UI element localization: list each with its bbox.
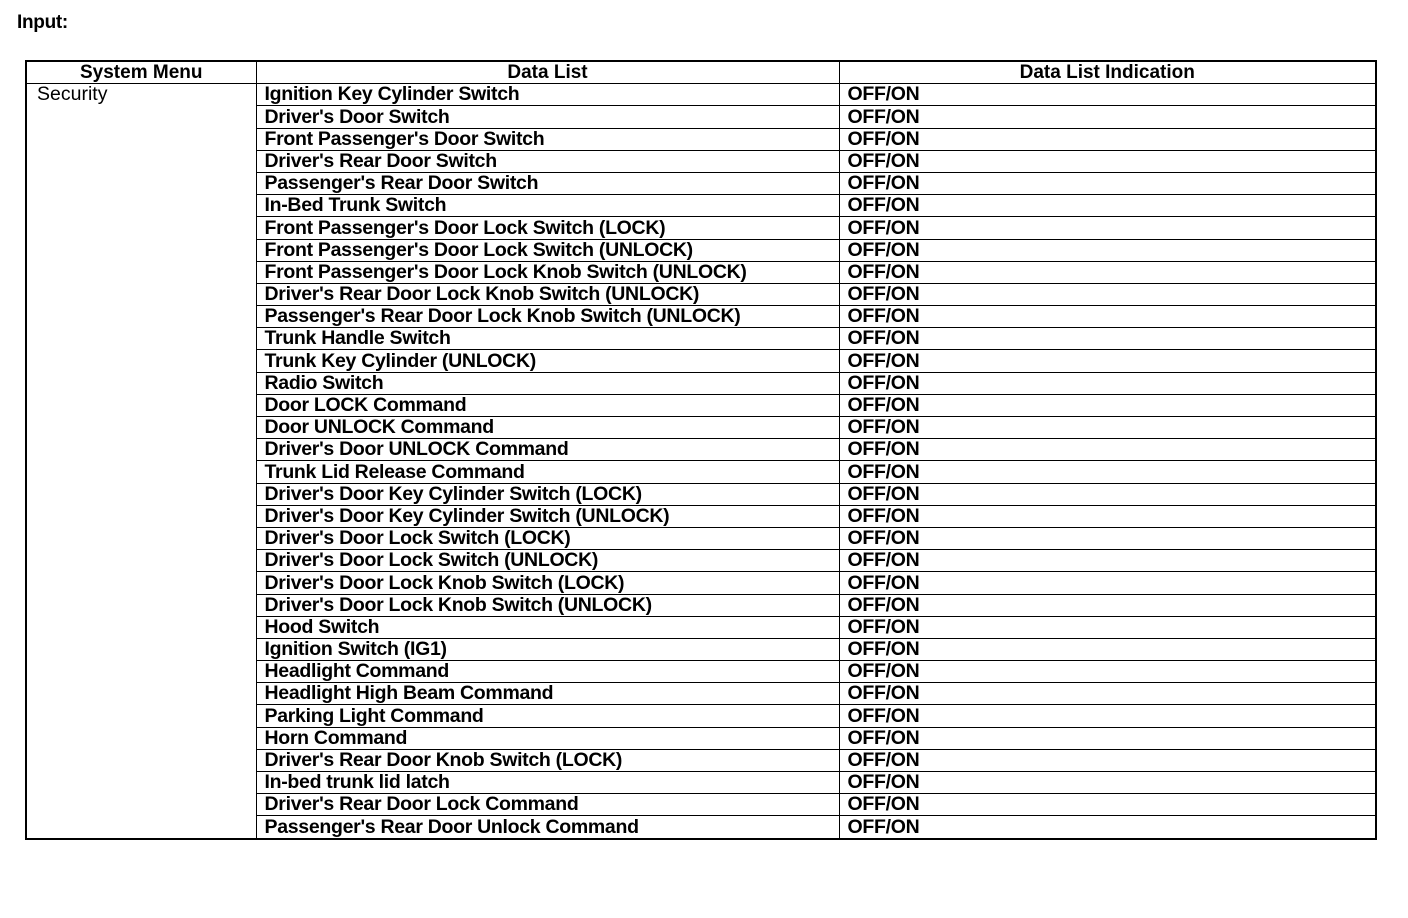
table-body xyxy=(26,84,1376,839)
data-list-item: Passenger's Rear Door Unlock Command xyxy=(256,816,839,839)
data-list-indication: OFF/ON xyxy=(839,172,1376,194)
header-data-list: Data List xyxy=(256,61,839,84)
data-list-item: Driver's Door Lock Knob Switch (LOCK) xyxy=(256,572,839,594)
data-list-indication: OFF/ON xyxy=(839,794,1376,816)
data-list-indication: OFF/ON xyxy=(839,195,1376,217)
data-list-indication: OFF/ON xyxy=(839,106,1376,128)
data-list-indication: OFF/ON xyxy=(839,84,1376,106)
data-list-indication: OFF/ON xyxy=(839,217,1376,239)
data-list-indication: OFF/ON xyxy=(839,283,1376,305)
data-list-item: Door UNLOCK Command xyxy=(256,417,839,439)
page-heading: Input: xyxy=(17,12,68,33)
data-list-item: Driver's Door UNLOCK Command xyxy=(256,439,839,461)
data-list-indication: OFF/ON xyxy=(839,394,1376,416)
data-list-item: Front Passenger's Door Lock Switch (UNLOCK) xyxy=(256,239,839,261)
data-list-item: Driver's Door Key Cylinder Switch (LOCK) xyxy=(256,483,839,505)
data-list-indication: OFF/ON xyxy=(839,239,1376,261)
data-list-item: Door LOCK Command xyxy=(256,394,839,416)
data-list-indication: OFF/ON xyxy=(839,328,1376,350)
data-list-item: Driver's Door Switch xyxy=(256,106,839,128)
data-list-indication: OFF/ON xyxy=(839,550,1376,572)
data-list-indication: OFF/ON xyxy=(839,461,1376,483)
data-list-indication: OFF/ON xyxy=(839,594,1376,616)
data-list-item: Parking Light Command xyxy=(256,705,839,727)
data-list-item: Driver's Door Lock Switch (LOCK) xyxy=(256,527,839,549)
data-list-indication: OFF/ON xyxy=(839,638,1376,660)
data-list-item: Hood Switch xyxy=(256,616,839,638)
data-list-indication: OFF/ON xyxy=(839,439,1376,461)
data-list-item: Driver's Door Lock Knob Switch (UNLOCK) xyxy=(256,594,839,616)
data-list-item: Trunk Lid Release Command xyxy=(256,461,839,483)
data-list-indication: OFF/ON xyxy=(839,661,1376,683)
data-list-item: Passenger's Rear Door Switch xyxy=(256,172,839,194)
table-row xyxy=(26,84,1376,106)
data-list-indication: OFF/ON xyxy=(839,616,1376,638)
data-list-indication: OFF/ON xyxy=(839,727,1376,749)
data-list-indication: OFF/ON xyxy=(839,816,1376,839)
data-list-item: Headlight High Beam Command xyxy=(256,683,839,705)
data-list-indication: OFF/ON xyxy=(839,417,1376,439)
data-list-indication: OFF/ON xyxy=(839,483,1376,505)
data-list-item: Front Passenger's Door Switch xyxy=(256,128,839,150)
data-list-item: Driver's Rear Door Lock Command xyxy=(256,794,839,816)
data-list-item: Front Passenger's Door Lock Knob Switch (UNLOCK) xyxy=(256,261,839,283)
data-list-item: Driver's Rear Door Switch xyxy=(256,150,839,172)
data-list-item: Driver's Door Key Cylinder Switch (UNLOCK) xyxy=(256,505,839,527)
data-list-item: Radio Switch xyxy=(256,372,839,394)
data-list-indication: OFF/ON xyxy=(839,350,1376,372)
header-data-list-indication: Data List Indication xyxy=(839,61,1376,84)
data-list-item: In-bed trunk lid latch xyxy=(256,772,839,794)
data-list-item: Headlight Command xyxy=(256,661,839,683)
data-list-item: Ignition Key Cylinder Switch xyxy=(256,84,839,106)
data-list-item: Trunk Key Cylinder (UNLOCK) xyxy=(256,350,839,372)
data-list-indication: OFF/ON xyxy=(839,527,1376,549)
data-list-item: Horn Command xyxy=(256,727,839,749)
data-list-indication: OFF/ON xyxy=(839,128,1376,150)
data-list-indication: OFF/ON xyxy=(839,772,1376,794)
system-menu-cell: Security xyxy=(26,84,256,839)
data-list-table xyxy=(25,60,1377,840)
data-list-indication: OFF/ON xyxy=(839,749,1376,771)
data-list-item: In-Bed Trunk Switch xyxy=(256,195,839,217)
data-list-item: Trunk Handle Switch xyxy=(256,328,839,350)
data-list-indication: OFF/ON xyxy=(839,572,1376,594)
data-list-indication: OFF/ON xyxy=(839,505,1376,527)
data-list-indication: OFF/ON xyxy=(839,306,1376,328)
data-list-indication: OFF/ON xyxy=(839,705,1376,727)
data-list-item: Driver's Door Lock Switch (UNLOCK) xyxy=(256,550,839,572)
data-list-indication: OFF/ON xyxy=(839,150,1376,172)
header-system-menu: System Menu xyxy=(26,61,256,84)
data-list-item: Front Passenger's Door Lock Switch (LOCK) xyxy=(256,217,839,239)
data-list-item: Driver's Rear Door Knob Switch (LOCK) xyxy=(256,749,839,771)
header-row xyxy=(26,61,1376,84)
data-list-indication: OFF/ON xyxy=(839,261,1376,283)
data-list-indication: OFF/ON xyxy=(839,683,1376,705)
data-list-item: Passenger's Rear Door Lock Knob Switch (UNLOCK) xyxy=(256,306,839,328)
data-list-item: Ignition Switch (IG1) xyxy=(256,638,839,660)
data-list-indication: OFF/ON xyxy=(839,372,1376,394)
data-list-item: Driver's Rear Door Lock Knob Switch (UNLOCK) xyxy=(256,283,839,305)
